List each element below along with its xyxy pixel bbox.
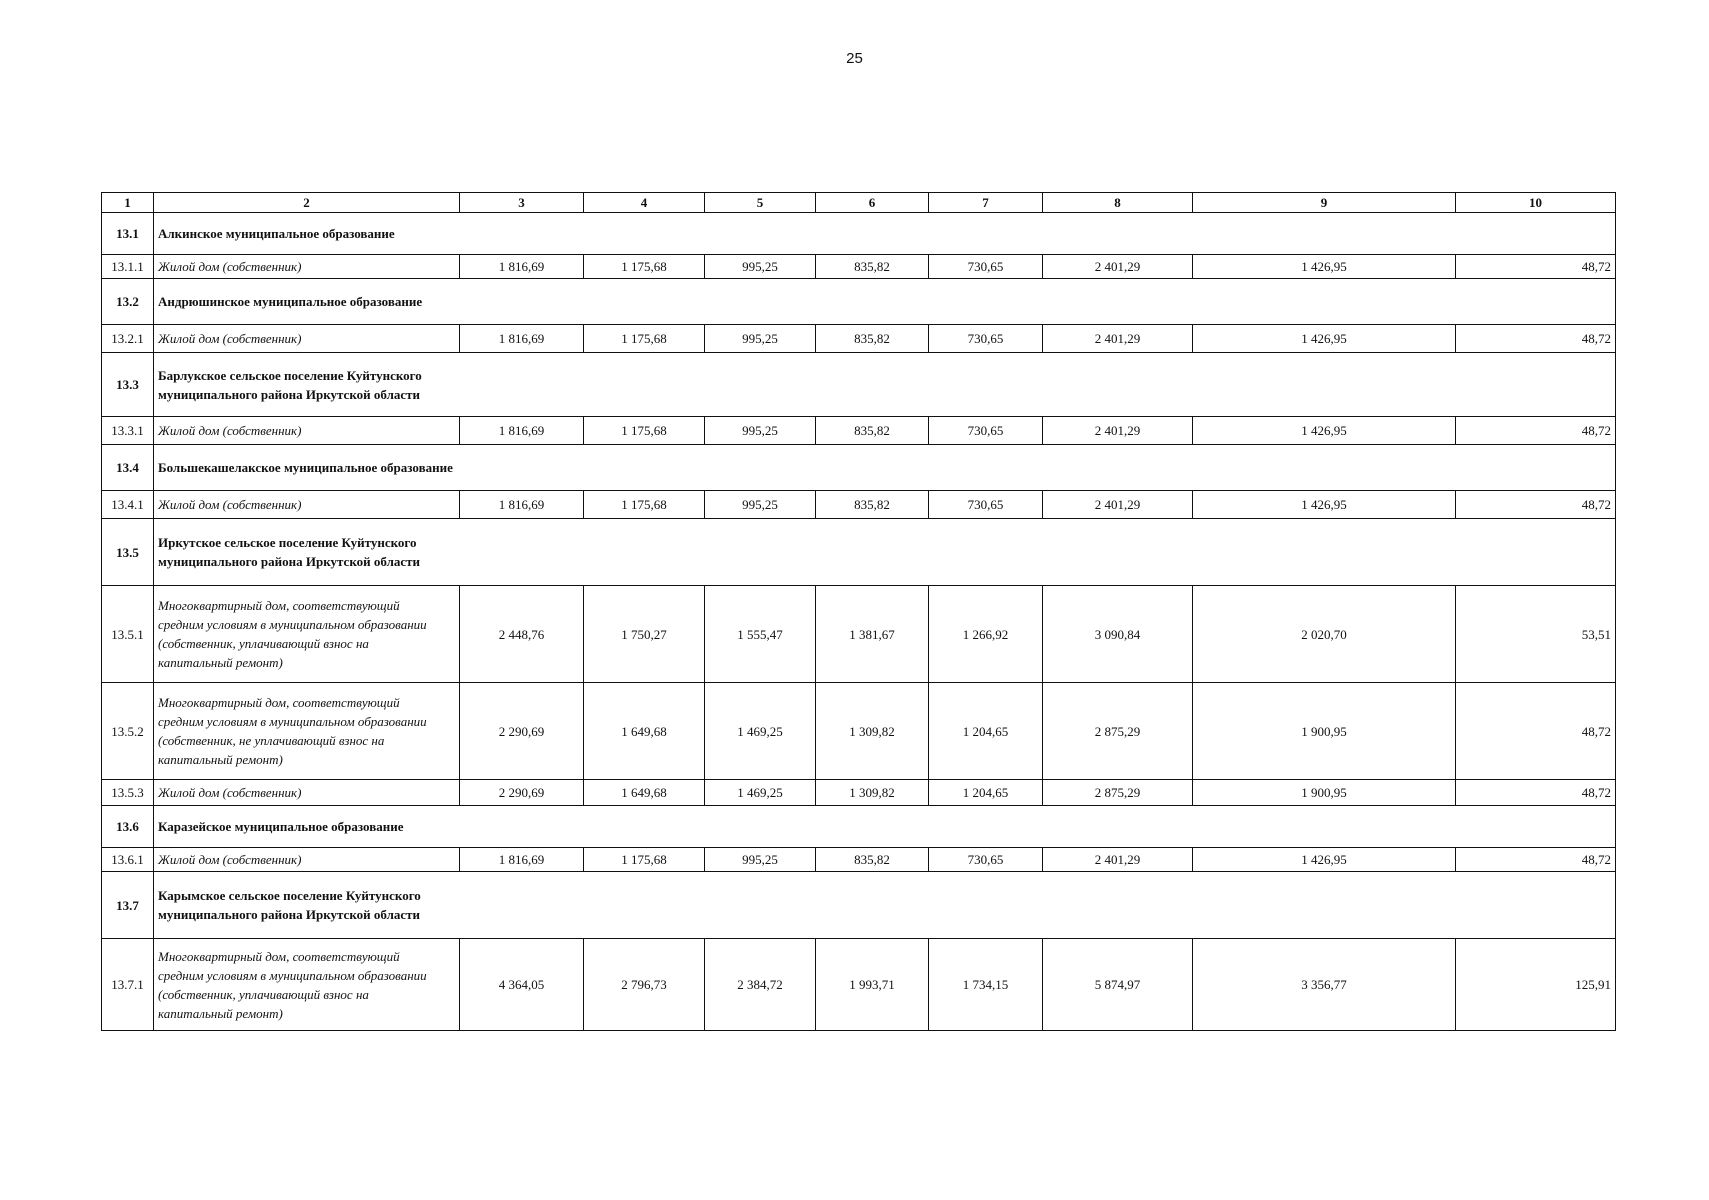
value-cell-col-10: 48,72 [1456, 683, 1616, 780]
section-name: Барлукское сельское поселение Куйтунского муниципального района Иркутской области [154, 353, 1616, 417]
section-name: Иркутское сельское поселение Куйтунского муниципального района Иркутской области [154, 519, 1616, 586]
section-name: Андрюшинское муниципальное образование [154, 279, 1616, 325]
section-row [102, 353, 1616, 417]
value-cell-col-8: 2 875,29 [1043, 780, 1193, 806]
value-cell-col-8: 2 875,29 [1043, 683, 1193, 780]
value-cell-col-7: 1 204,65 [929, 780, 1043, 806]
value-cell-col-5: 1 469,25 [705, 683, 816, 780]
item-name: Жилой дом (собственник) [154, 325, 460, 353]
column-header: 9 [1193, 193, 1456, 213]
item-row [102, 848, 1616, 872]
value-cell-col-4: 1 649,68 [584, 683, 705, 780]
value-cell-col-7: 1 266,92 [929, 586, 1043, 683]
value-cell-col-8: 2 401,29 [1043, 417, 1193, 445]
column-header: 8 [1043, 193, 1193, 213]
value-cell-col-6: 1 993,71 [816, 939, 929, 1031]
value-cell-col-6: 1 309,82 [816, 780, 929, 806]
value-cell-col-5: 995,25 [705, 417, 816, 445]
value-cell-col-8: 2 401,29 [1043, 491, 1193, 519]
value-cell-col-3: 2 290,69 [460, 683, 584, 780]
value-cell-col-3: 1 816,69 [460, 491, 584, 519]
item-code: 13.5.3 [102, 780, 154, 806]
section-code: 13.2 [102, 279, 154, 325]
value-cell-col-7: 730,65 [929, 491, 1043, 519]
item-row [102, 255, 1616, 279]
value-cell-col-6: 835,82 [816, 255, 929, 279]
item-name: Жилой дом (собственник) [154, 780, 460, 806]
value-cell-col-3: 1 816,69 [460, 848, 584, 872]
value-cell-col-4: 1 175,68 [584, 255, 705, 279]
item-code: 13.6.1 [102, 848, 154, 872]
value-cell-col-8: 3 090,84 [1043, 586, 1193, 683]
item-row [102, 780, 1616, 806]
page-number: 25 [846, 50, 863, 67]
value-cell-col-9: 1 426,95 [1193, 255, 1456, 279]
value-cell-col-3: 1 816,69 [460, 255, 584, 279]
value-cell-col-4: 1 175,68 [584, 325, 705, 353]
value-cell-col-9: 1 426,95 [1193, 848, 1456, 872]
value-cell-col-5: 995,25 [705, 848, 816, 872]
column-header: 1 [102, 193, 154, 213]
value-cell-col-5: 995,25 [705, 255, 816, 279]
section-name: Большекашелакское муниципальное образование [154, 445, 1616, 491]
value-cell-col-10: 48,72 [1456, 255, 1616, 279]
column-header: 5 [705, 193, 816, 213]
tariff-table [101, 192, 1616, 1031]
value-cell-col-9: 1 900,95 [1193, 683, 1456, 780]
column-header: 7 [929, 193, 1043, 213]
value-cell-col-4: 1 649,68 [584, 780, 705, 806]
item-name: Многоквартирный дом, соответствующий средним условиям в муниципальном образовании (собственник, не уплачивающий взнос на капитальный ремонт) [154, 683, 460, 780]
item-code: 13.4.1 [102, 491, 154, 519]
section-row [102, 279, 1616, 325]
value-cell-col-4: 1 175,68 [584, 491, 705, 519]
value-cell-col-6: 835,82 [816, 491, 929, 519]
column-header: 3 [460, 193, 584, 213]
value-cell-col-6: 835,82 [816, 417, 929, 445]
section-row [102, 806, 1616, 848]
section-code: 13.7 [102, 872, 154, 939]
value-cell-col-7: 730,65 [929, 325, 1043, 353]
item-name: Многоквартирный дом, соответствующий средним условиям в муниципальном образовании (собственник, уплачивающий взнос на капитальный ремонт) [154, 939, 460, 1031]
value-cell-col-10: 125,91 [1456, 939, 1616, 1031]
section-code: 13.3 [102, 353, 154, 417]
value-cell-col-8: 5 874,97 [1043, 939, 1193, 1031]
item-code: 13.7.1 [102, 939, 154, 1031]
item-name: Жилой дом (собственник) [154, 417, 460, 445]
column-number-row [102, 193, 1616, 213]
item-row [102, 586, 1616, 683]
section-code: 13.4 [102, 445, 154, 491]
column-header: 10 [1456, 193, 1616, 213]
item-code: 13.3.1 [102, 417, 154, 445]
value-cell-col-5: 995,25 [705, 491, 816, 519]
value-cell-col-3: 2 290,69 [460, 780, 584, 806]
value-cell-col-10: 48,72 [1456, 848, 1616, 872]
item-name: Жилой дом (собственник) [154, 848, 460, 872]
item-name: Жилой дом (собственник) [154, 255, 460, 279]
section-name: Каразейское муниципальное образование [154, 806, 1616, 848]
section-name: Алкинское муниципальное образование [154, 213, 1616, 255]
value-cell-col-3: 4 364,05 [460, 939, 584, 1031]
section-row [102, 519, 1616, 586]
value-cell-col-8: 2 401,29 [1043, 848, 1193, 872]
table-body [102, 213, 1616, 1031]
value-cell-col-9: 3 356,77 [1193, 939, 1456, 1031]
value-cell-col-10: 48,72 [1456, 417, 1616, 445]
value-cell-col-6: 835,82 [816, 848, 929, 872]
value-cell-col-9: 1 426,95 [1193, 325, 1456, 353]
section-row [102, 445, 1616, 491]
value-cell-col-5: 1 469,25 [705, 780, 816, 806]
value-cell-col-3: 1 816,69 [460, 325, 584, 353]
value-cell-col-5: 995,25 [705, 325, 816, 353]
value-cell-col-3: 2 448,76 [460, 586, 584, 683]
value-cell-col-3: 1 816,69 [460, 417, 584, 445]
section-code: 13.1 [102, 213, 154, 255]
item-row [102, 683, 1616, 780]
item-row [102, 491, 1616, 519]
value-cell-col-8: 2 401,29 [1043, 325, 1193, 353]
value-cell-col-5: 2 384,72 [705, 939, 816, 1031]
value-cell-col-8: 2 401,29 [1043, 255, 1193, 279]
value-cell-col-4: 1 750,27 [584, 586, 705, 683]
item-row [102, 325, 1616, 353]
item-name: Многоквартирный дом, соответствующий средним условиям в муниципальном образовании (собственник, уплачивающий взнос на капитальный ремонт) [154, 586, 460, 683]
value-cell-col-9: 1 900,95 [1193, 780, 1456, 806]
item-name: Жилой дом (собственник) [154, 491, 460, 519]
item-row [102, 939, 1616, 1031]
value-cell-col-9: 1 426,95 [1193, 491, 1456, 519]
item-code: 13.2.1 [102, 325, 154, 353]
section-name: Карымское сельское поселение Куйтунского муниципального района Иркутской области [154, 872, 1616, 939]
value-cell-col-6: 835,82 [816, 325, 929, 353]
item-code: 13.1.1 [102, 255, 154, 279]
value-cell-col-5: 1 555,47 [705, 586, 816, 683]
column-header: 6 [816, 193, 929, 213]
item-row [102, 417, 1616, 445]
section-code: 13.6 [102, 806, 154, 848]
value-cell-col-10: 53,51 [1456, 586, 1616, 683]
value-cell-col-7: 730,65 [929, 255, 1043, 279]
value-cell-col-7: 1 734,15 [929, 939, 1043, 1031]
column-header: 4 [584, 193, 705, 213]
value-cell-col-9: 2 020,70 [1193, 586, 1456, 683]
value-cell-col-9: 1 426,95 [1193, 417, 1456, 445]
value-cell-col-6: 1 309,82 [816, 683, 929, 780]
column-header: 2 [154, 193, 460, 213]
section-code: 13.5 [102, 519, 154, 586]
value-cell-col-10: 48,72 [1456, 491, 1616, 519]
item-code: 13.5.2 [102, 683, 154, 780]
item-code: 13.5.1 [102, 586, 154, 683]
section-row [102, 872, 1616, 939]
value-cell-col-4: 1 175,68 [584, 417, 705, 445]
value-cell-col-7: 730,65 [929, 417, 1043, 445]
value-cell-col-4: 1 175,68 [584, 848, 705, 872]
value-cell-col-7: 1 204,65 [929, 683, 1043, 780]
value-cell-col-10: 48,72 [1456, 325, 1616, 353]
value-cell-col-6: 1 381,67 [816, 586, 929, 683]
value-cell-col-10: 48,72 [1456, 780, 1616, 806]
section-row [102, 213, 1616, 255]
value-cell-col-4: 2 796,73 [584, 939, 705, 1031]
value-cell-col-7: 730,65 [929, 848, 1043, 872]
